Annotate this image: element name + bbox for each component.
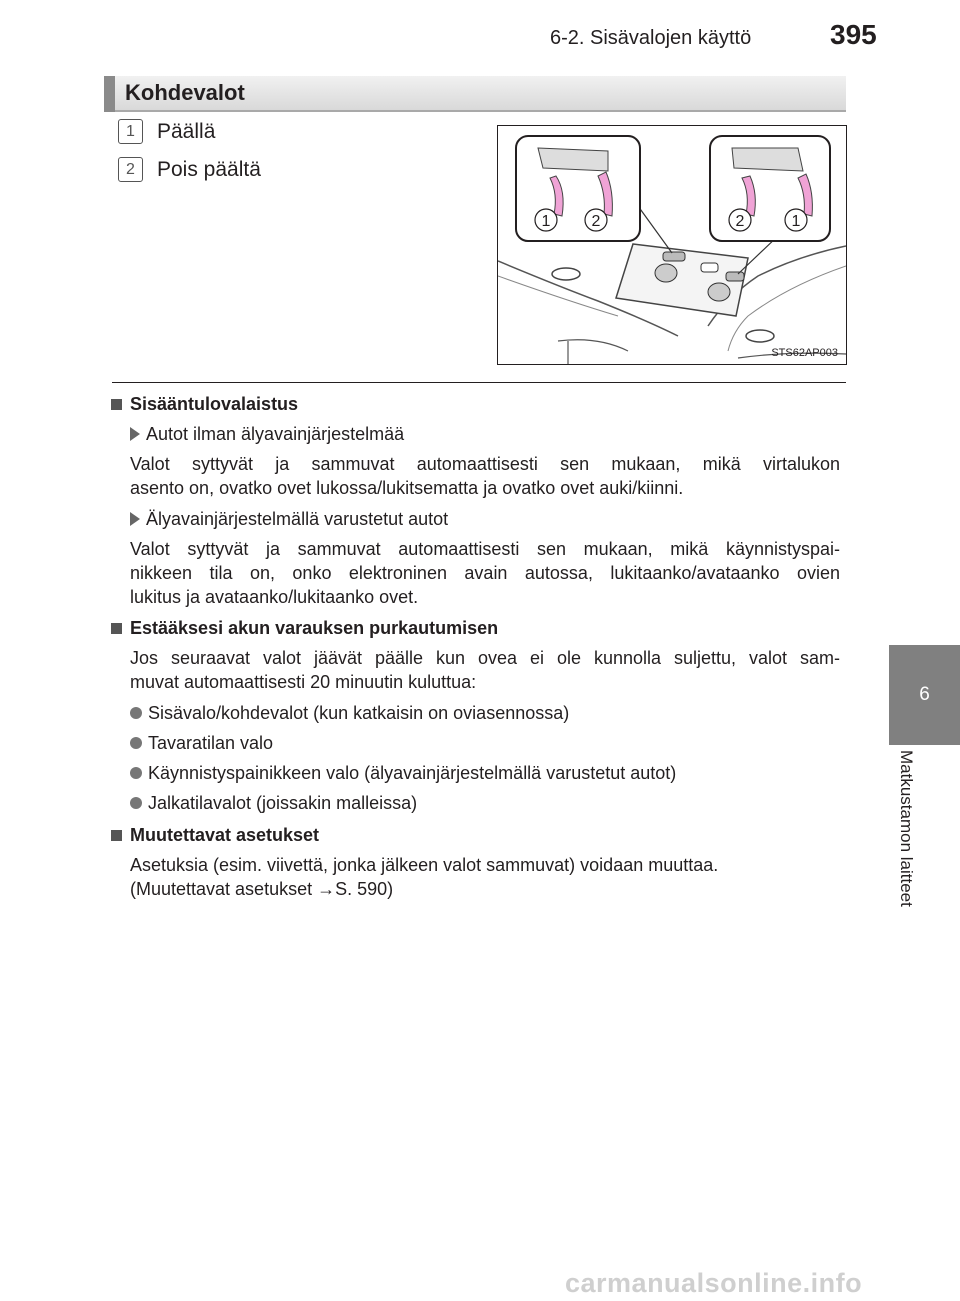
page-number: 395 bbox=[830, 19, 877, 50]
condition-text: Älyavainjärjestelmällä varustetut autot bbox=[146, 509, 449, 529]
triangle-bullet-icon bbox=[130, 512, 140, 526]
number-box: 1 bbox=[118, 119, 143, 144]
item-label: Päällä bbox=[157, 119, 216, 143]
subheading-entry-lighting bbox=[111, 392, 298, 416]
dot-bullet-icon bbox=[130, 797, 142, 809]
chapter-tab-label bbox=[892, 750, 922, 950]
list-item bbox=[130, 791, 417, 815]
condition-no-smart-key bbox=[130, 422, 404, 446]
list-item-on bbox=[118, 119, 215, 144]
callout-number: 2 bbox=[735, 213, 745, 230]
watermark: carmanualsonline.info bbox=[565, 1268, 863, 1298]
paragraph-line: Valot syttyvät ja sammuvat automaattisesti sen mukaan, mikä virtalukon bbox=[130, 454, 840, 474]
list-item-off bbox=[118, 157, 261, 182]
triangle-bullet-icon bbox=[130, 427, 140, 441]
dot-bullet-icon bbox=[130, 767, 142, 779]
square-bullet-icon bbox=[111, 623, 122, 634]
chapter-tab-label-text: Matkustamon laitteet bbox=[897, 750, 916, 907]
figure-code: STS62AP003 bbox=[771, 347, 838, 359]
list-item-text: Jalkatilavalot (joissakin malleissa) bbox=[148, 793, 418, 813]
list-item bbox=[130, 731, 273, 755]
callout-number: 1 bbox=[791, 213, 801, 230]
paragraph bbox=[130, 537, 840, 609]
paragraph bbox=[130, 646, 840, 694]
subheading-text: Muutettavat asetukset bbox=[130, 825, 320, 845]
paragraph-line: muvat automaattisesti 20 minuutin kuluttua: bbox=[130, 672, 477, 692]
paragraph-line: Jos seuraavat valot jäävät päälle kun ovea ei ole kunnolla suljettu, valot sam- bbox=[130, 648, 840, 668]
list-item-text: Käynnistyspainikkeen valo (älyavainjärjestelmällä varustetut autot) bbox=[148, 763, 677, 783]
paragraph bbox=[130, 452, 840, 500]
paragraph-line: nikkeen tila on, onko elektroninen avain autossa, lukitaanko/avataanko ovien bbox=[130, 563, 840, 583]
subheading-text: Estääksesi akun varauksen purkautumisen bbox=[130, 618, 499, 638]
callout-number: 2 bbox=[591, 213, 601, 230]
list-item bbox=[130, 701, 569, 725]
subheading-battery-saver bbox=[111, 616, 498, 640]
list-item bbox=[130, 761, 676, 785]
paragraph-line: asento on, ovatko ovet lukossa/lukitsematta ja ovatko ovet auki/kiinni. bbox=[130, 478, 684, 498]
paragraph-line: Asetuksia (esim. viivettä, jonka jälkeen valot sammuvat) voidaan muuttaa. bbox=[130, 855, 719, 875]
list-item-text: Sisävalo/kohdevalot (kun katkaisin on oviasennossa) bbox=[148, 703, 570, 723]
divider bbox=[112, 382, 846, 383]
paragraph-line: Valot syttyvät ja sammuvat automaattisesti sen mukaan, mikä käynnistyspai- bbox=[130, 539, 840, 559]
subheading-customization bbox=[111, 823, 319, 847]
section-title: Kohdevalot bbox=[125, 80, 245, 105]
condition-text: Autot ilman älyavainjärjestelmää bbox=[146, 424, 405, 444]
condition-smart-key bbox=[130, 507, 448, 531]
title-bar-accent bbox=[104, 76, 115, 112]
square-bullet-icon bbox=[111, 399, 122, 410]
number-box: 2 bbox=[118, 157, 143, 182]
dot-bullet-icon bbox=[130, 737, 142, 749]
spotlight-illustration bbox=[497, 125, 847, 365]
item-label: Pois päältä bbox=[157, 157, 261, 181]
square-bullet-icon bbox=[111, 830, 122, 841]
chapter-tab: 6 bbox=[889, 645, 960, 745]
ceiling-console-drawing bbox=[498, 126, 846, 364]
callout-number: 1 bbox=[541, 213, 551, 230]
section-title-bar bbox=[104, 76, 846, 112]
dot-bullet-icon bbox=[130, 707, 142, 719]
paragraph-line: lukitus ja avataanko/lukitaanko ovet. bbox=[130, 587, 419, 607]
paragraph-line: (Muutettavat asetukset →S. 590) bbox=[130, 879, 394, 899]
paragraph bbox=[130, 853, 840, 901]
list-item-text: Tavaratilan valo bbox=[148, 733, 274, 753]
running-header-section: 6-2. Sisävalojen käyttö bbox=[550, 27, 752, 49]
subheading-text: Sisääntulovalaistus bbox=[130, 394, 299, 414]
